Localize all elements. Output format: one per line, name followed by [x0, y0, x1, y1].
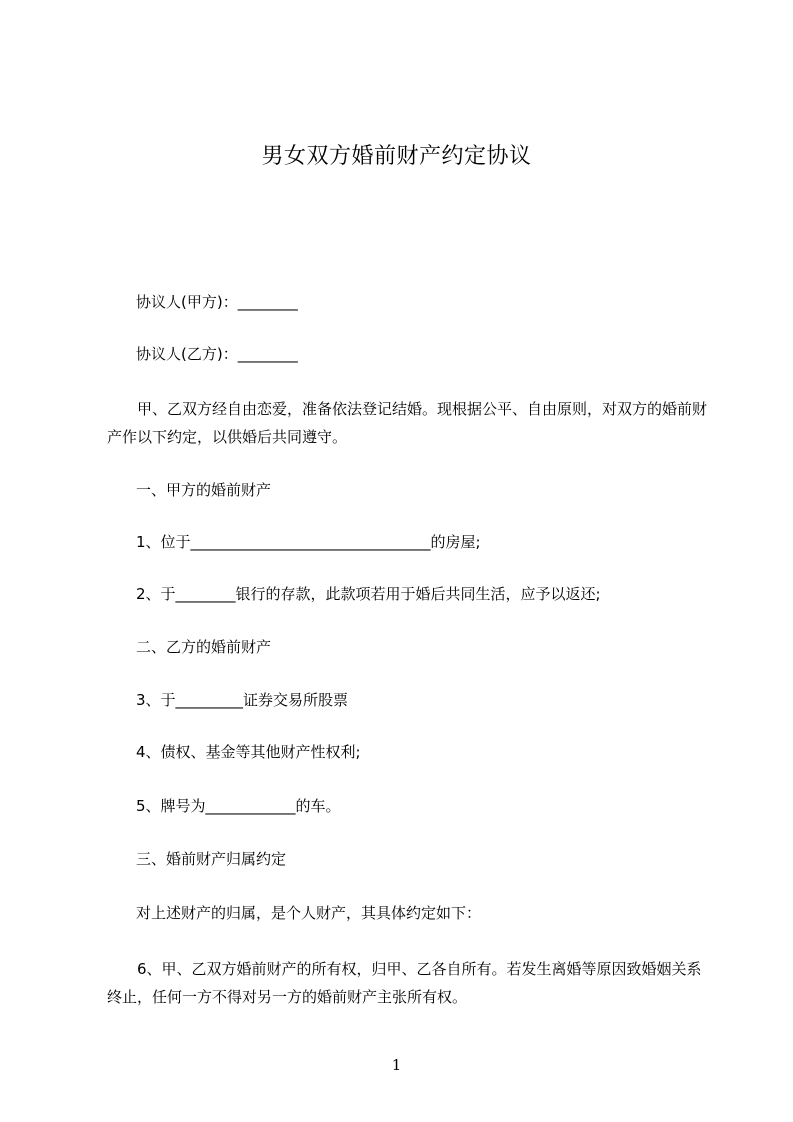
party-a-line: 协议人(甲方)：________: [136, 293, 298, 311]
clause-1-house: 1、位于________________________________的房屋;: [136, 533, 481, 551]
clause-3-stocks: 3、于_________证券交易所股票: [136, 691, 349, 709]
page-number: 1: [391, 1056, 402, 1074]
clause-2-deposit: 2、于________银行的存款，此款项若用于婚后共同生活，应予以返还;: [136, 585, 601, 603]
section-heading-party-a-property: 一、甲方的婚前财产: [136, 481, 272, 499]
section-heading-party-b-property: 二、乙方的婚前财产: [136, 638, 272, 656]
clause-4-claims: 4、债权、基金等其他财产性权利;: [136, 743, 361, 761]
clause-5-vehicle: 5、牌号为____________的车。: [136, 797, 341, 815]
preamble-paragraph: 甲、乙双方经自由恋爱，准备依法登记结婚。现根据公平、自由原则，对双方的婚前财产作以下约定，以供婚后共同遵守。: [107, 400, 708, 446]
party-b-line: 协议人(乙方)：________: [136, 345, 298, 363]
document-title: 男女双方婚前财产约定协议: [261, 144, 532, 169]
clause-6-ownership: 6、甲、乙双方婚前财产的所有权，归甲、乙各自所有。若发生离婚等原因致婚姻关系终止，任何一方不得对另一方的婚前财产主张所有权。: [107, 960, 702, 1006]
section-heading-ownership: 三、婚前财产归属约定: [136, 850, 287, 868]
ownership-intro: 对上述财产的归属，是个人财产，其具体约定如下：: [136, 904, 482, 922]
